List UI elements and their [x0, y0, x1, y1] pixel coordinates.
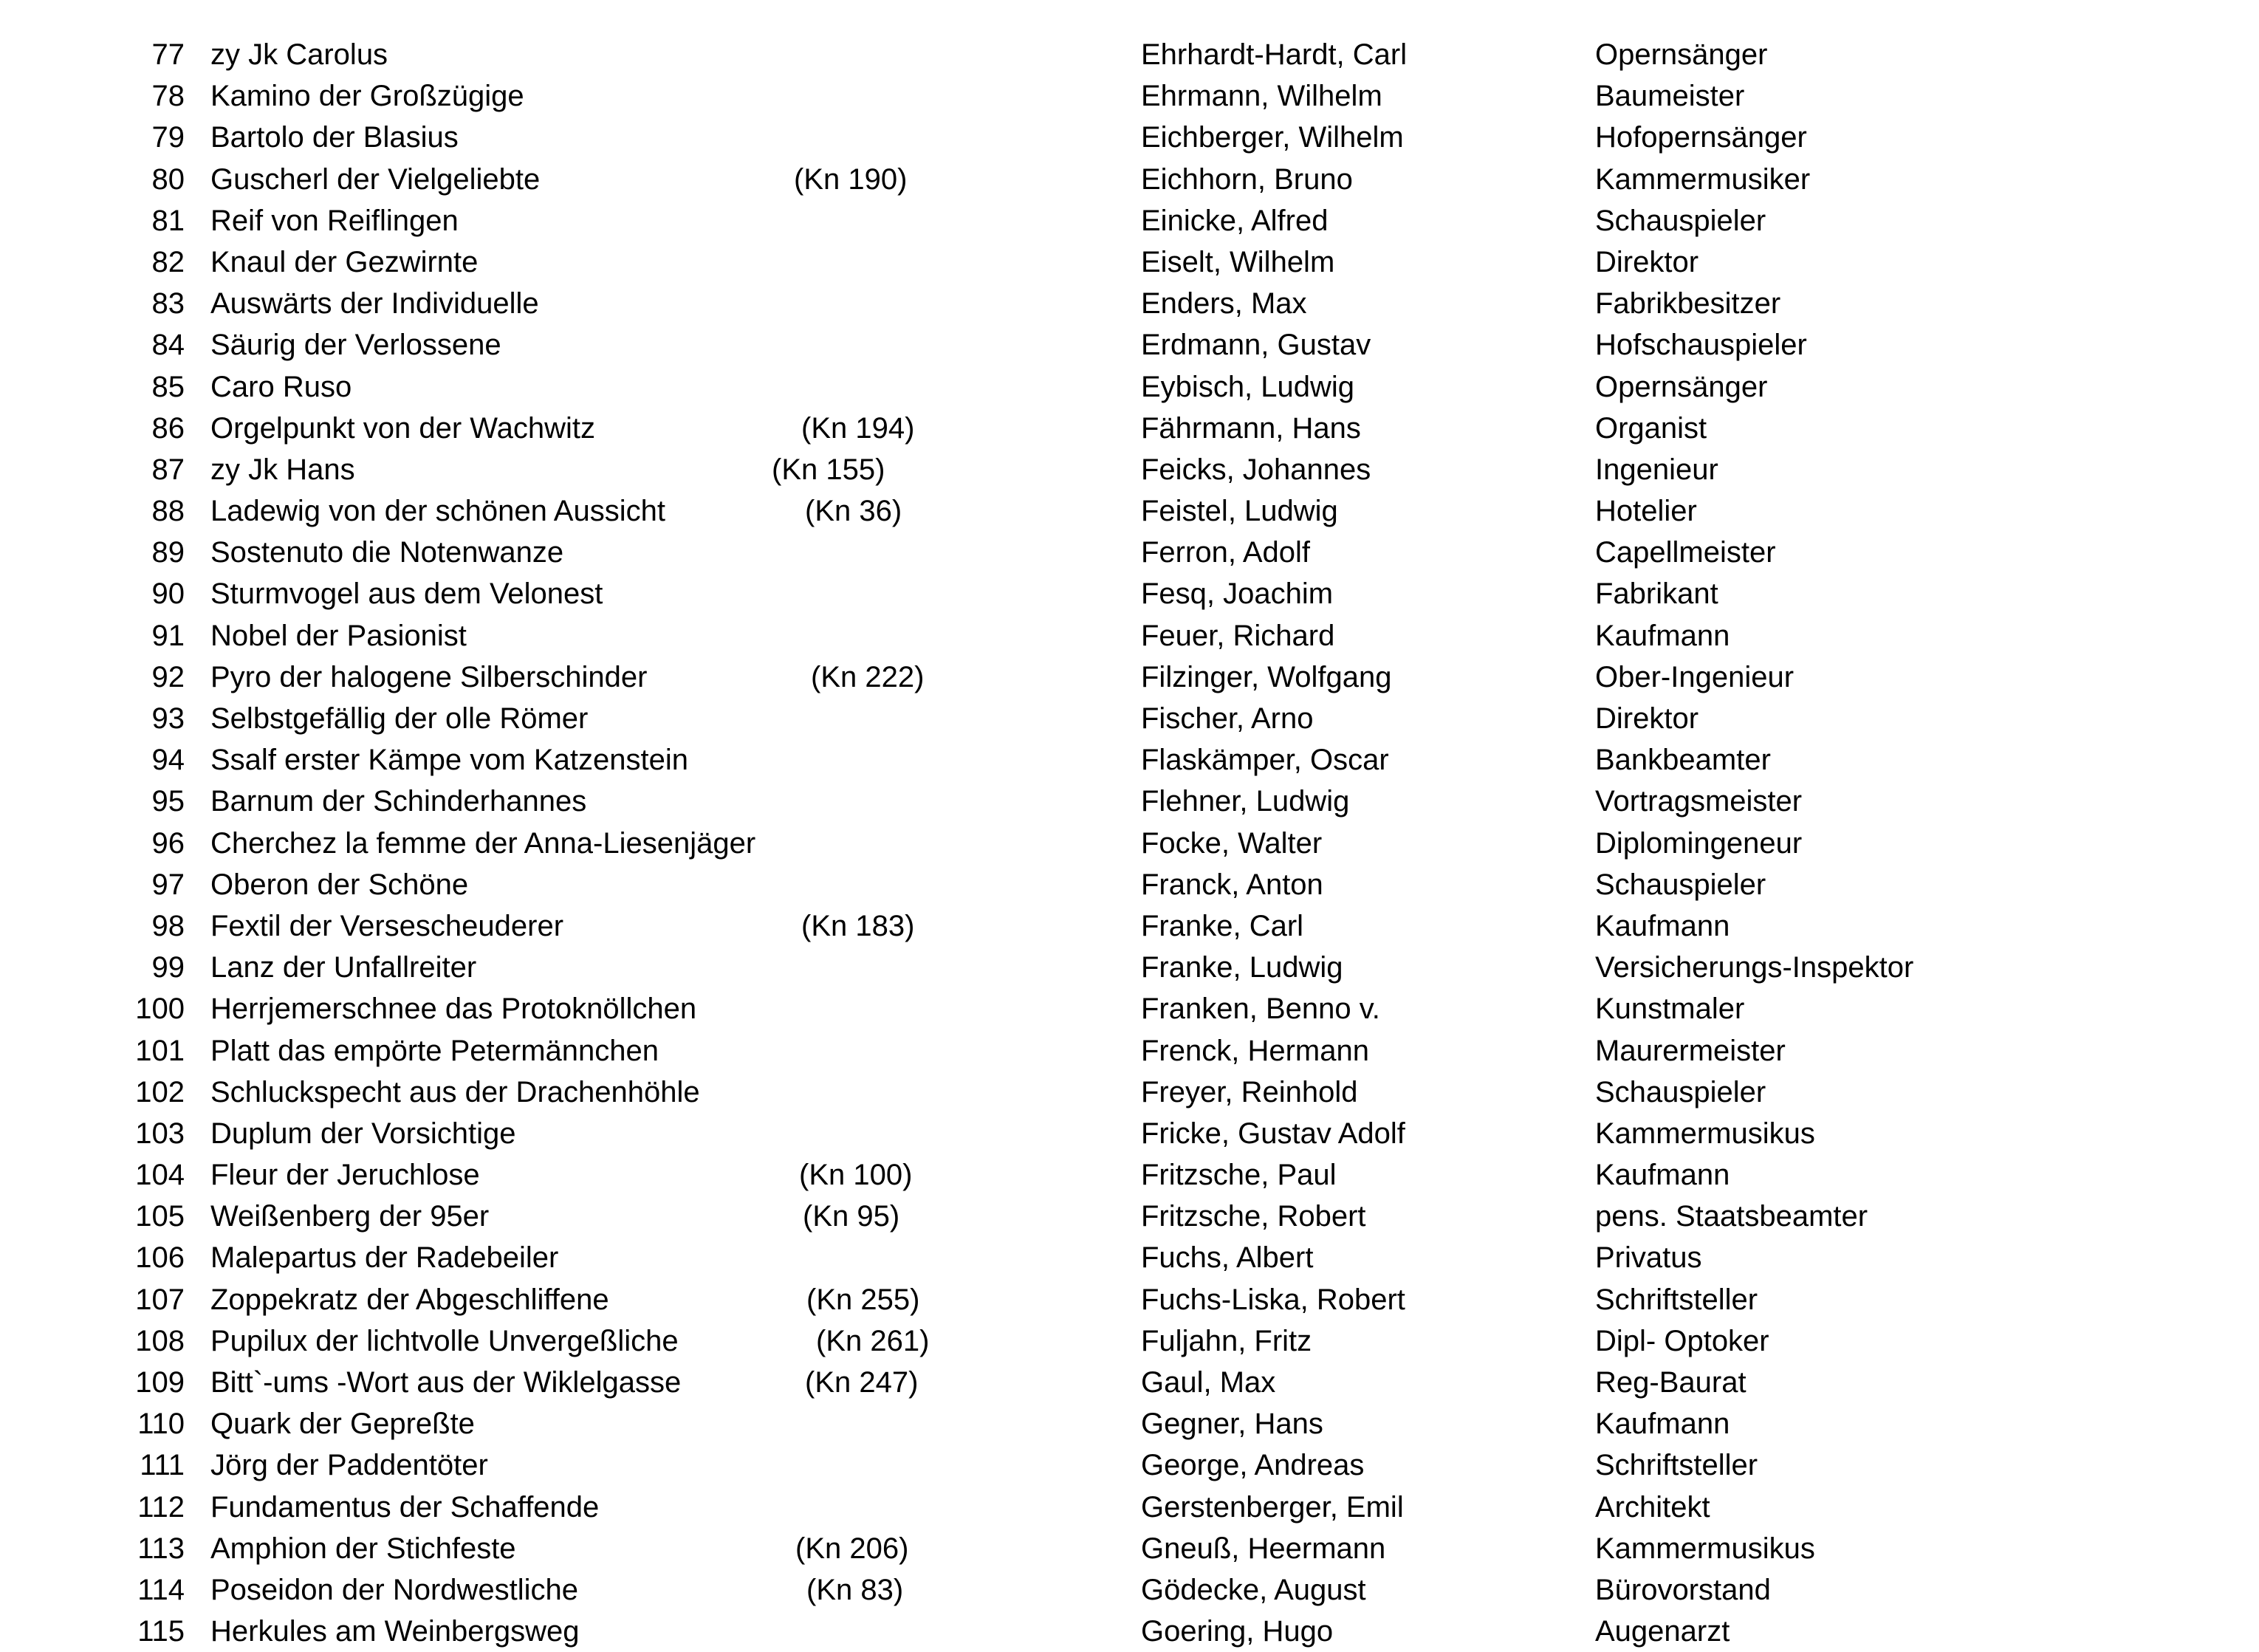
kn-reference: (Kn 222): [811, 660, 925, 693]
member-profession: Hotelier: [1595, 495, 1697, 528]
row-number: 87: [151, 453, 185, 486]
member-profession: Fabrikbesitzer: [1595, 287, 1781, 321]
member-name: Franck, Anton: [1141, 868, 1323, 901]
kn-reference: (Kn 155): [772, 453, 885, 486]
table-row: [0, 490, 2259, 532]
knight-name: Ssalf erster Kämpe vom Katzenstein: [210, 744, 688, 777]
member-name: Flaskämper, Oscar: [1141, 744, 1389, 777]
table-row: [0, 823, 2259, 864]
row-number: 96: [151, 826, 185, 860]
row-number: 77: [151, 38, 185, 71]
row-number: 101: [135, 1034, 185, 1067]
row-number: 80: [151, 162, 185, 196]
row-number: 115: [137, 1615, 185, 1648]
knight-name: Ladewig von der schönen Aussicht: [210, 495, 665, 528]
member-profession: Kammermusikus: [1595, 1117, 1815, 1150]
member-name: Fritzsche, Paul: [1141, 1159, 1337, 1192]
member-profession: Direktor: [1595, 702, 1699, 735]
row-number: 78: [151, 80, 185, 113]
member-profession: Vortragsmeister: [1595, 785, 1803, 818]
member-name: Fuljahn, Fritz: [1141, 1324, 1312, 1357]
knight-name: Weißenberg der 95er: [210, 1200, 490, 1233]
table-row: [0, 283, 2259, 324]
table-row: [0, 1320, 2259, 1362]
row-number: 81: [151, 204, 185, 237]
member-profession: pens. Staatsbeamter: [1595, 1200, 1868, 1233]
table-row: [0, 573, 2259, 614]
table-row: [0, 200, 2259, 241]
knight-name: Barnum der Schinderhannes: [210, 785, 587, 818]
kn-reference: (Kn 255): [806, 1283, 920, 1316]
row-number: 108: [135, 1324, 185, 1357]
member-profession: Schauspieler: [1595, 868, 1766, 901]
member-profession: Kaufmann: [1595, 909, 1730, 942]
member-name: Einicke, Alfred: [1141, 204, 1329, 237]
table-row: [0, 988, 2259, 1029]
kn-reference: (Kn 95): [803, 1200, 900, 1233]
knight-name: Amphion der Stichfeste: [210, 1532, 516, 1565]
member-profession: Schauspieler: [1595, 1075, 1766, 1108]
member-name: Fährmann, Hans: [1141, 411, 1361, 445]
knight-name: Säurig der Verlossene: [210, 329, 501, 362]
table-row: [0, 1279, 2259, 1320]
member-name: Franken, Benno v.: [1141, 993, 1380, 1026]
member-profession: Schauspieler: [1595, 204, 1766, 237]
table-row: [0, 1237, 2259, 1278]
knight-name: Duplum der Vorsichtige: [210, 1117, 516, 1150]
table-row: [0, 1196, 2259, 1237]
member-name: Enders, Max: [1141, 287, 1307, 321]
table-row: [0, 324, 2259, 366]
row-number: 91: [151, 619, 185, 652]
member-profession: Hofschauspieler: [1595, 329, 1807, 362]
table-row: [0, 905, 2259, 947]
kn-reference: (Kn 261): [816, 1324, 930, 1357]
row-number: 86: [151, 411, 185, 445]
knight-name: Platt das empörte Petermännchen: [210, 1034, 659, 1067]
kn-reference: (Kn 206): [795, 1532, 909, 1565]
member-name: Feicks, Johannes: [1141, 453, 1371, 486]
member-profession: Capellmeister: [1595, 536, 1776, 569]
kn-reference: (Kn 36): [805, 495, 902, 528]
table-row: [0, 1113, 2259, 1154]
knight-name: Fleur der Jeruchlose: [210, 1159, 480, 1192]
row-number: 97: [151, 868, 185, 901]
row-number: 93: [151, 702, 185, 735]
row-number: 104: [135, 1159, 185, 1192]
knight-name: Lanz der Unfallreiter: [210, 951, 477, 984]
table-row: [0, 1030, 2259, 1072]
row-number: 94: [151, 744, 185, 777]
kn-reference: (Kn 83): [806, 1573, 904, 1606]
table-row: [0, 1528, 2259, 1569]
knight-name: Bitt`-ums -Wort aus der Wiklelgasse: [210, 1366, 682, 1399]
table-row: [0, 1403, 2259, 1444]
member-name: Gaul, Max: [1141, 1366, 1276, 1399]
row-number: 90: [151, 577, 185, 611]
member-profession: Architekt: [1595, 1490, 1710, 1524]
member-name: Eiselt, Wilhelm: [1141, 245, 1335, 278]
member-name: Fischer, Arno: [1141, 702, 1314, 735]
table-row: [0, 1569, 2259, 1611]
row-number: 114: [137, 1573, 185, 1606]
row-number: 111: [140, 1449, 185, 1482]
knight-name: Zoppekratz der Abgeschliffene: [210, 1283, 609, 1316]
table-row: [0, 615, 2259, 657]
row-number: 88: [151, 495, 185, 528]
member-name: George, Andreas: [1141, 1449, 1365, 1482]
member-name: Gödecke, August: [1141, 1573, 1366, 1606]
member-name: Fesq, Joachim: [1141, 577, 1334, 611]
table-row: [0, 449, 2259, 490]
knight-name: Orgelpunkt von der Wachwitz: [210, 411, 595, 445]
row-number: 103: [135, 1117, 185, 1150]
kn-reference: (Kn 190): [794, 162, 908, 196]
table-row: [0, 657, 2259, 698]
row-number: 84: [151, 329, 185, 362]
table-row: [0, 366, 2259, 408]
row-number: 109: [135, 1366, 185, 1399]
row-number: 110: [137, 1408, 185, 1441]
member-name: Eichhorn, Bruno: [1141, 162, 1353, 196]
knight-name: Pupilux der lichtvolle Unvergeßliche: [210, 1324, 679, 1357]
member-name: Feuer, Richard: [1141, 619, 1335, 652]
table-row: [0, 1611, 2259, 1652]
table-row: [0, 117, 2259, 158]
table-row: [0, 408, 2259, 449]
row-number: 85: [151, 370, 185, 403]
knight-name: Fundamentus der Schaffende: [210, 1490, 600, 1524]
row-number: 107: [135, 1283, 185, 1316]
member-name: Eichberger, Wilhelm: [1141, 121, 1404, 154]
member-profession: Schriftsteller: [1595, 1283, 1758, 1316]
row-number: 92: [151, 660, 185, 693]
member-profession: Diplomingeneur: [1595, 826, 1803, 860]
member-profession: Ober-Ingenieur: [1595, 660, 1794, 693]
member-profession: Baumeister: [1595, 80, 1745, 113]
knight-name: Poseidon der Nordwestliche: [210, 1573, 579, 1606]
member-name: Flehner, Ludwig: [1141, 785, 1350, 818]
member-profession: Kaufmann: [1595, 1408, 1730, 1441]
knight-name: zy Jk Hans: [210, 453, 355, 486]
member-profession: Reg-Baurat: [1595, 1366, 1746, 1399]
knight-name: Pyro der halogene Silberschinder: [210, 660, 648, 693]
table-row: [0, 34, 2259, 75]
table-row: [0, 241, 2259, 283]
row-number: 106: [135, 1241, 185, 1275]
member-name: Fuchs-Liska, Robert: [1141, 1283, 1405, 1316]
knight-name: Sostenuto die Notenwanze: [210, 536, 564, 569]
member-name: Gegner, Hans: [1141, 1408, 1323, 1441]
member-profession: Direktor: [1595, 245, 1699, 278]
member-name: Freyer, Reinhold: [1141, 1075, 1358, 1108]
member-name: Fuchs, Albert: [1141, 1241, 1314, 1275]
knight-name: Fextil der Versescheuderer: [210, 909, 564, 942]
table-row: [0, 532, 2259, 573]
member-profession: Schriftsteller: [1595, 1449, 1758, 1482]
member-name: Eybisch, Ludwig: [1141, 370, 1355, 403]
knight-name: Sturmvogel aus dem Velonest: [210, 577, 603, 611]
member-name: Ehrmann, Wilhelm: [1141, 80, 1382, 113]
member-profession: Dipl- Optoker: [1595, 1324, 1769, 1357]
row-number: 112: [137, 1490, 185, 1524]
member-profession: Kaufmann: [1595, 1159, 1730, 1192]
table-row: [0, 1072, 2259, 1113]
member-name: Fricke, Gustav Adolf: [1141, 1117, 1405, 1150]
member-name: Fritzsche, Robert: [1141, 1200, 1366, 1233]
knight-name: Herkules am Weinbergsweg: [210, 1615, 580, 1648]
member-profession: Fabrikant: [1595, 577, 1718, 611]
row-number: 89: [151, 536, 185, 569]
member-name: Feistel, Ludwig: [1141, 495, 1338, 528]
kn-reference: (Kn 194): [801, 411, 915, 445]
knight-name: Reif von Reiflingen: [210, 204, 459, 237]
knight-name: Guscherl der Vielgeliebte: [210, 162, 541, 196]
knight-name: Auswärts der Individuelle: [210, 287, 539, 321]
member-profession: Hofopernsänger: [1595, 121, 1807, 154]
knight-name: Herrjemerschnee das Protoknöllchen: [210, 993, 697, 1026]
member-profession: Organist: [1595, 411, 1707, 445]
knight-name: Selbstgefällig der olle Römer: [210, 702, 589, 735]
table-row: [0, 1444, 2259, 1486]
row-number: 98: [151, 909, 185, 942]
row-number: 113: [137, 1532, 185, 1565]
table-row: [0, 781, 2259, 822]
table-row: [0, 739, 2259, 781]
member-profession: Kammermusikus: [1595, 1532, 1815, 1565]
member-profession: Opernsänger: [1595, 38, 1768, 71]
table-row: [0, 698, 2259, 739]
knight-name: Knaul der Gezwirnte: [210, 245, 479, 278]
row-number: 100: [135, 993, 185, 1026]
member-name: Ferron, Adolf: [1141, 536, 1311, 569]
knight-name: Oberon der Schöne: [210, 868, 469, 901]
member-name: Gerstenberger, Emil: [1141, 1490, 1404, 1524]
member-profession: Kammermusiker: [1595, 162, 1811, 196]
knight-name: Malepartus der Radebeiler: [210, 1241, 559, 1275]
member-profession: Augenarzt: [1595, 1615, 1730, 1648]
knight-name: zy Jk Carolus: [210, 38, 388, 71]
kn-reference: (Kn 100): [799, 1159, 913, 1192]
knight-name: Quark der Gepreßte: [210, 1408, 475, 1441]
member-profession: Bankbeamter: [1595, 744, 1771, 777]
member-profession: Kunstmaler: [1595, 993, 1745, 1026]
table-row: [0, 864, 2259, 905]
member-name: Gneuß, Heermann: [1141, 1532, 1386, 1565]
kn-reference: (Kn 183): [801, 909, 915, 942]
row-number: 83: [151, 287, 185, 321]
knight-name: Schluckspecht aus der Drachenhöhle: [210, 1075, 700, 1108]
row-number: 102: [135, 1075, 185, 1108]
member-profession: Maurermeister: [1595, 1034, 1786, 1067]
member-name: Frenck, Hermann: [1141, 1034, 1369, 1067]
member-profession: Opernsänger: [1595, 370, 1768, 403]
knight-name: Bartolo der Blasius: [210, 121, 459, 154]
member-list: [0, 34, 2259, 1652]
member-profession: Kaufmann: [1595, 619, 1730, 652]
row-number: 95: [151, 785, 185, 818]
member-name: Franke, Carl: [1141, 909, 1304, 942]
member-profession: Ingenieur: [1595, 453, 1718, 486]
member-name: Goering, Hugo: [1141, 1615, 1334, 1648]
knight-name: Kamino der Großzügige: [210, 80, 524, 113]
knight-name: Cherchez la femme der Anna-Liesenjäger: [210, 826, 756, 860]
row-number: 99: [151, 951, 185, 984]
member-name: Filzinger, Wolfgang: [1141, 660, 1392, 693]
knight-name: Nobel der Pasionist: [210, 619, 467, 652]
member-name: Focke, Walter: [1141, 826, 1323, 860]
row-number: 105: [135, 1200, 185, 1233]
table-row: [0, 1362, 2259, 1403]
knight-name: Jörg der Paddentöter: [210, 1449, 488, 1482]
row-number: 82: [151, 245, 185, 278]
member-profession: Versicherungs-Inspektor: [1595, 951, 1914, 984]
member-profession: Bürovorstand: [1595, 1573, 1771, 1606]
member-profession: Privatus: [1595, 1241, 1702, 1275]
table-row: [0, 159, 2259, 200]
member-name: Erdmann, Gustav: [1141, 329, 1371, 362]
member-name: Ehrhardt-Hardt, Carl: [1141, 38, 1408, 71]
knight-name: Caro Ruso: [210, 370, 352, 403]
row-number: 79: [151, 121, 185, 154]
table-row: [0, 1487, 2259, 1528]
table-row: [0, 947, 2259, 988]
member-name: Franke, Ludwig: [1141, 951, 1343, 984]
table-row: [0, 75, 2259, 117]
kn-reference: (Kn 247): [805, 1366, 919, 1399]
table-row: [0, 1154, 2259, 1196]
